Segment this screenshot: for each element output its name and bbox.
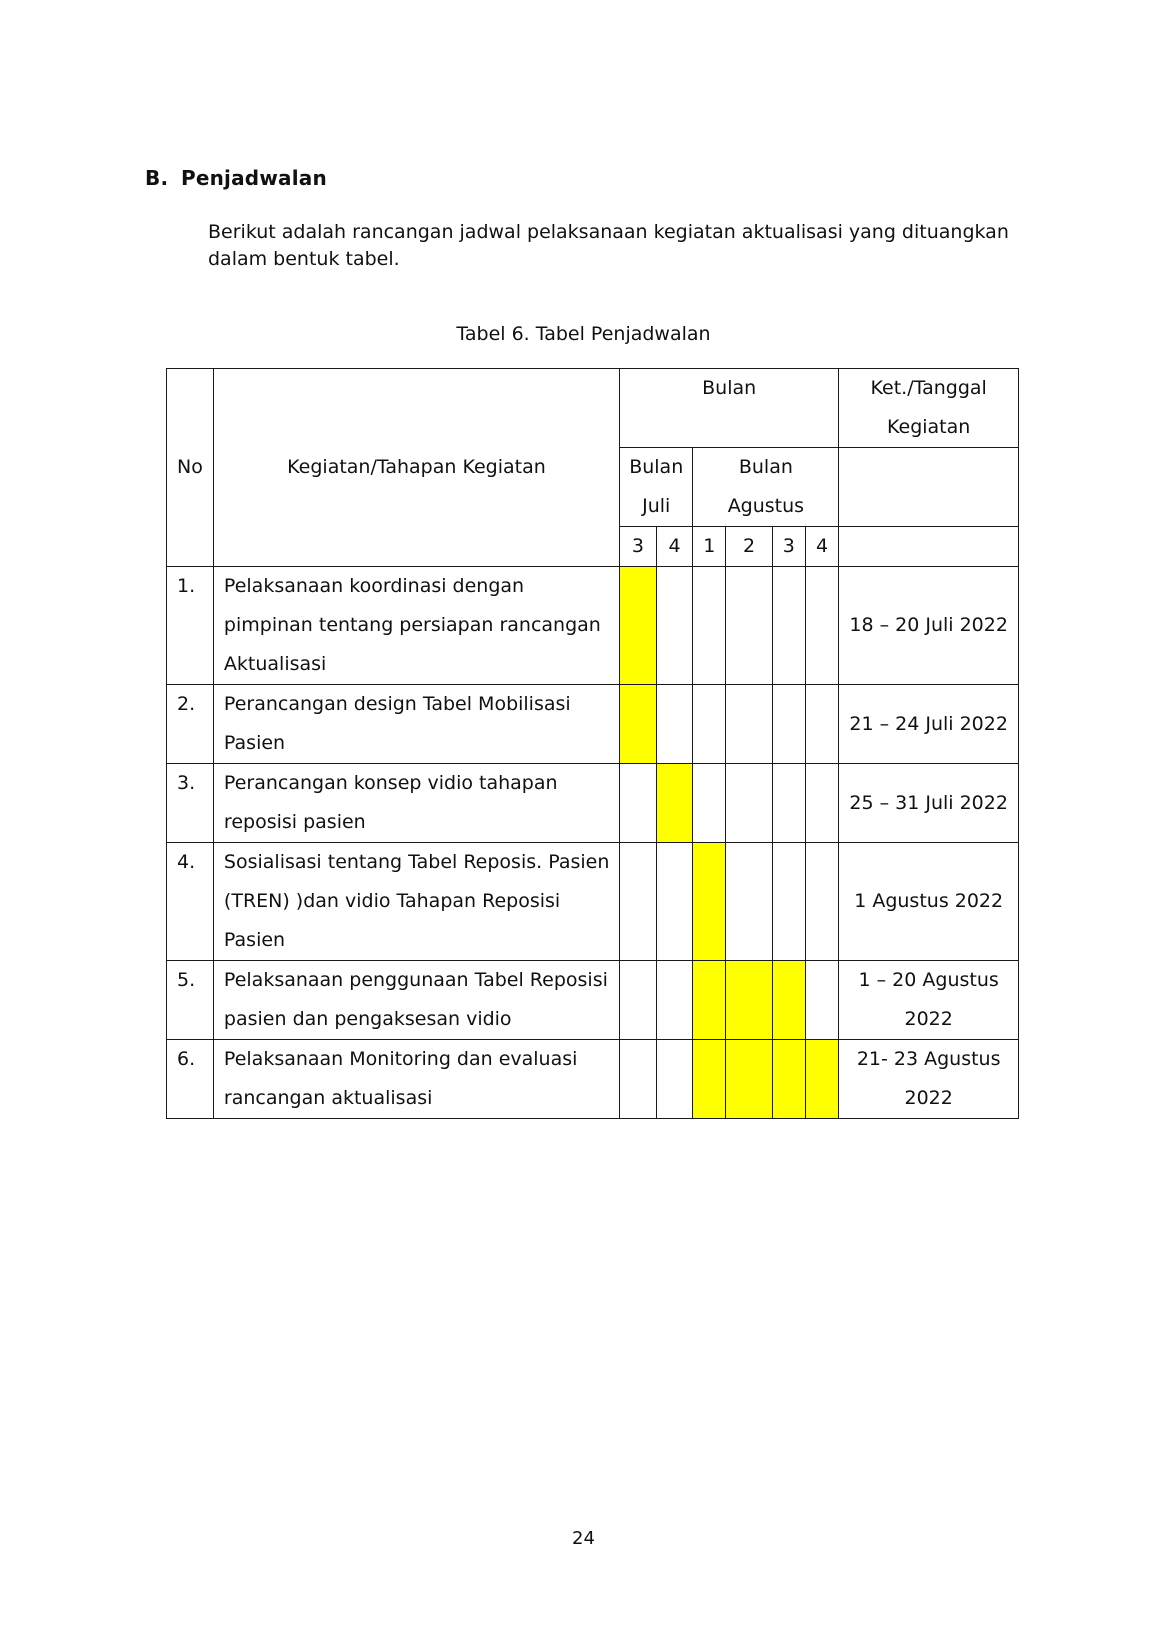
- week-cell: [656, 961, 693, 1040]
- week-cell: [805, 567, 839, 685]
- schedule-table: [166, 368, 1019, 1119]
- row-number: 4.: [167, 843, 214, 961]
- week-cell: [773, 843, 806, 961]
- row-activity: Perancangan design Tabel Mobilisasi Pasien: [213, 685, 619, 764]
- week-cell: [620, 961, 657, 1040]
- week-cell: [805, 764, 839, 843]
- week-cell: [620, 1040, 657, 1119]
- header-row-1: [167, 369, 1019, 448]
- week-cell: [726, 764, 773, 843]
- week-cell: [805, 685, 839, 764]
- week-cell-active: [805, 1040, 839, 1119]
- week-cell: [773, 567, 806, 685]
- week-cell: [693, 764, 726, 843]
- week-cell-active: [773, 1040, 806, 1119]
- week-cell-active: [693, 843, 726, 961]
- header-notes-empty: [839, 448, 1019, 527]
- row-number: 2.: [167, 685, 214, 764]
- row-date: 1 – 20 Agustus 2022: [839, 961, 1019, 1040]
- row-date: 21 – 24 Juli 2022: [839, 685, 1019, 764]
- week-cell-active: [620, 685, 657, 764]
- week-cell: [620, 843, 657, 961]
- table-row: [167, 1040, 1019, 1119]
- header-no: No: [167, 369, 214, 567]
- week-cell: [773, 764, 806, 843]
- week-cell-active: [656, 764, 693, 843]
- row-activity: Perancangan konsep vidio tahapan reposisi pasien: [213, 764, 619, 843]
- row-number: 1.: [167, 567, 214, 685]
- week-label: 4: [805, 527, 839, 567]
- header-notes-empty: [839, 527, 1019, 567]
- row-date: 1 Agustus 2022: [839, 843, 1019, 961]
- page-number: 24: [572, 1528, 595, 1549]
- week-cell-active: [726, 1040, 773, 1119]
- header-month-august: Bulan Agustus: [693, 448, 839, 527]
- row-activity: Pelaksanaan penggunaan Tabel Reposisi pasien dan pengaksesan vidio: [213, 961, 619, 1040]
- week-label: 3: [773, 527, 806, 567]
- week-cell-active: [726, 961, 773, 1040]
- table-row: [167, 843, 1019, 961]
- week-label: 1: [693, 527, 726, 567]
- row-date: 18 – 20 Juli 2022: [839, 567, 1019, 685]
- week-cell: [620, 764, 657, 843]
- row-activity: Pelaksanaan koordinasi dengan pimpinan tentang persiapan rancangan Aktualisasi: [213, 567, 619, 685]
- week-cell: [726, 843, 773, 961]
- row-activity: Pelaksanaan Monitoring dan evaluasi rancangan aktualisasi: [213, 1040, 619, 1119]
- row-number: 3.: [167, 764, 214, 843]
- week-cell: [726, 567, 773, 685]
- week-label: 4: [656, 527, 693, 567]
- week-cell: [773, 685, 806, 764]
- week-cell: [726, 685, 773, 764]
- week-cell: [693, 685, 726, 764]
- week-cell: [656, 843, 693, 961]
- week-label: 3: [620, 527, 657, 567]
- row-number: 5.: [167, 961, 214, 1040]
- week-cell-active: [693, 1040, 726, 1119]
- table-caption: Tabel 6. Tabel Penjadwalan: [456, 323, 711, 345]
- header-month: Bulan: [620, 369, 839, 448]
- week-cell: [805, 961, 839, 1040]
- header-month-july: Bulan Juli: [620, 448, 693, 527]
- row-number: 6.: [167, 1040, 214, 1119]
- week-cell-active: [773, 961, 806, 1040]
- week-cell-active: [620, 567, 657, 685]
- week-label: 2: [726, 527, 773, 567]
- week-cell: [656, 1040, 693, 1119]
- section-title: Penjadwalan: [181, 166, 327, 190]
- week-cell: [656, 567, 693, 685]
- week-cell: [656, 685, 693, 764]
- section-letter: B.: [145, 166, 169, 190]
- header-notes: Ket./Tanggal Kegiatan: [839, 369, 1019, 448]
- intro-paragraph: Berikut adalah rancangan jadwal pelaksanaan kegiatan aktualisasi yang dituangkan dalam bentuk tabel.: [208, 221, 1009, 270]
- table-row: [167, 961, 1019, 1040]
- table-row: [167, 685, 1019, 764]
- week-cell-active: [693, 961, 726, 1040]
- section-heading: [145, 166, 327, 190]
- row-date: 21- 23 Agustus 2022: [839, 1040, 1019, 1119]
- table-row: [167, 567, 1019, 685]
- header-activity: Kegiatan/Tahapan Kegiatan: [213, 369, 619, 567]
- row-activity: Sosialisasi tentang Tabel Reposis. Pasien (TREN) )dan vidio Tahapan Reposisi Pasien: [213, 843, 619, 961]
- table-row: [167, 764, 1019, 843]
- week-cell: [693, 567, 726, 685]
- week-cell: [805, 843, 839, 961]
- row-date: 25 – 31 Juli 2022: [839, 764, 1019, 843]
